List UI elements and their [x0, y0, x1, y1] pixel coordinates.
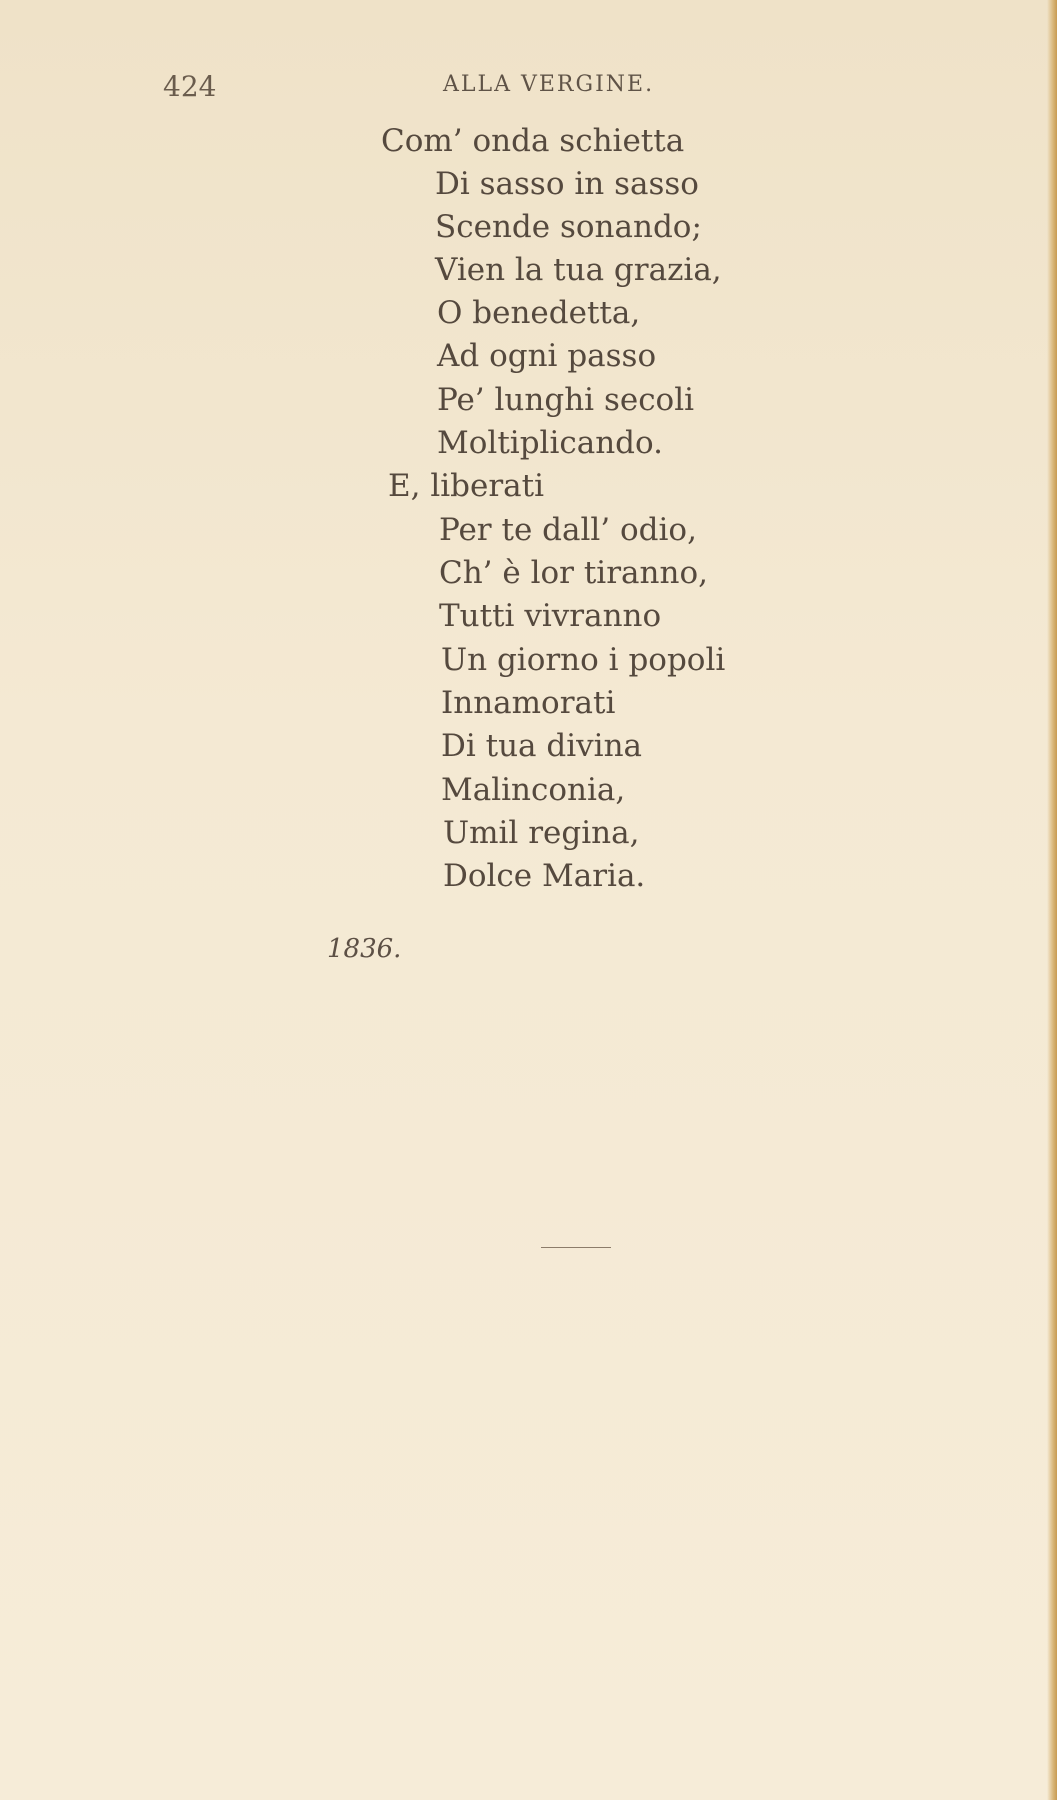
- verse-line: Com’ onda schietta: [381, 123, 685, 159]
- verse-line: Ad ogni passo: [437, 338, 657, 374]
- verse-line: Ch’ è lor tiranno,: [439, 555, 708, 591]
- running-title: ALLA VERGINE.: [443, 72, 655, 97]
- verse-line: Innamorati: [441, 685, 616, 721]
- verse-line: Tutti vivranno: [439, 598, 662, 634]
- verse-line: Scende sonando;: [435, 209, 702, 245]
- verse-line: Di tua divina: [441, 728, 643, 764]
- verse-line: Per te dall’ odio,: [439, 512, 697, 548]
- verse-line: Di sasso in sasso: [435, 166, 699, 202]
- verse-line: Vien la tua grazia,: [435, 252, 722, 288]
- verse-line: Moltiplicando.: [437, 425, 663, 461]
- page-edge: [1047, 0, 1057, 1800]
- verse-line: Umil regina,: [443, 815, 640, 851]
- verse-line: O benedetta,: [437, 295, 641, 331]
- verse-line: Un giorno i popoli: [441, 642, 726, 678]
- verse-line: Malinconia,: [441, 772, 626, 808]
- verse-line: Dolce Maria.: [443, 858, 646, 894]
- verse-line: Pe’ lunghi secoli: [437, 382, 695, 418]
- verse-line: E, liberati: [388, 468, 545, 504]
- page-number: 424: [163, 70, 217, 103]
- poem-date: 1836.: [327, 934, 402, 964]
- end-rule: [541, 1247, 611, 1248]
